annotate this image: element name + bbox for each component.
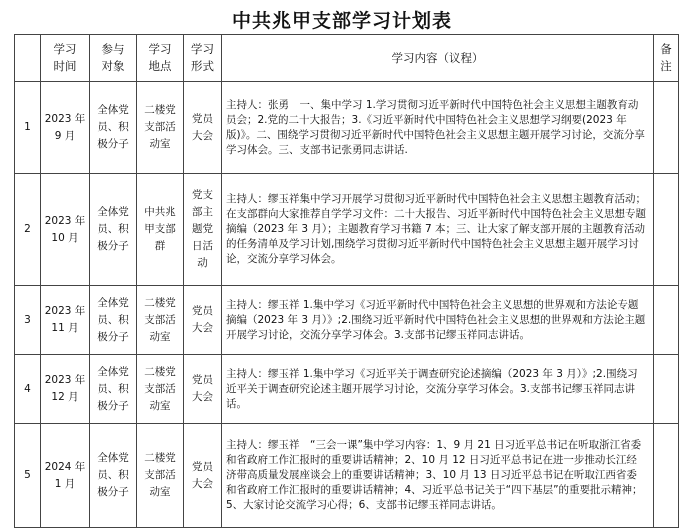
study-place: 二楼党 支部活 动室 [137,286,184,355]
study-time: 2024 年 1 月 [41,424,90,528]
study-time: 2023 年 12 月 [41,355,90,424]
participants: 全体党 员、积 极分子 [90,286,137,355]
participants: 全体党 员、积 极分子 [90,174,137,286]
row-number: 1 [15,82,41,174]
header-no [15,35,41,82]
study-form: 党员 大会 [184,355,222,424]
table-row [15,355,679,424]
table-row [15,174,679,286]
participants: 全体党 员、积 极分子 [90,424,137,528]
table-row [15,424,679,528]
header-content: 学习内容（议程） [222,35,654,82]
page-title: 中共兆甲支部学习计划表 [231,10,452,32]
study-place: 二楼党 支部活 动室 [137,424,184,528]
study-form: 党员 大会 [184,424,222,528]
study-place: 二楼党 支部活 动室 [137,355,184,424]
study-form: 党员 大会 [184,286,222,355]
note-cell [654,174,679,286]
note-cell [654,424,679,528]
row-number: 2 [15,174,41,286]
row-number: 5 [15,424,41,528]
participants: 全体党 员、积 极分子 [90,355,137,424]
row-number: 3 [15,286,41,355]
table-row [15,286,679,355]
study-content: 主持人：缪玉祥集中学习开展学习贯彻习近平新时代中国特色社会主义思想主题教育活动；在支部群向大家推荐自学学习文件：二十大报告、习近平新时代中国特色社会主义思想专题摘编（2023 年 3 月）；主题教育学习书籍 7 本；三、让大家了解支部开展的主题教育活动的任务清单及学习计划,围绕学习贯彻习近平新时代中国特色社会主义思想主题开展学习讨论，交流分享学习体会。 [222,174,654,286]
study-place: 二楼党 支部活 动室 [137,82,184,174]
row-number: 4 [15,355,41,424]
header-row [15,35,679,82]
study-plan-table [14,34,679,528]
header-time: 学习 时间 [41,35,90,82]
header-place: 学习 地点 [137,35,184,82]
note-cell [654,286,679,355]
header-form: 学习 形式 [184,35,222,82]
note-cell [654,355,679,424]
header-note: 备 注 [654,35,679,82]
study-time: 2023 年 10 月 [41,174,90,286]
study-form: 党支 部主 题党 日活 动 [184,174,222,286]
participants: 全体党 员、积 极分子 [90,82,137,174]
study-content: 主持人：缪玉祥 1.集中学习《习近平关于调查研究论述摘编（2023 年 3 月）》;2.围绕习近平关于调查研究论述主题开展学习讨论，交流分享学习体会。3.支部书记缪玉祥同志讲话。 [222,355,654,424]
study-content: 主持人：张勇 一、集中学习 1.学习贯彻习近平新时代中国特色社会主义思想主题教育动员会；2.党的二十大报告；3.《习近平新时代中国特色社会主义思想学习纲要(2023 年版)》。二、围绕学习贯彻习近平新时代中国特色社会主义思想主题开展学习讨论，交流分享学习体会。三、支部书记张勇同志讲话. [222,82,654,174]
study-content: 主持人：缪玉祥 1.集中学习《习近平新时代中国特色社会主义思想的世界观和方法论专题摘编（2023 年 3 月）》;2.围绕习近平新时代中国特色社会主义思想的世界观和方法论主题开展学习讨论，交流分享学习体会。3.支部书记缪玉祥同志讲话。 [222,286,654,355]
study-time: 2023 年 9 月 [41,82,90,174]
study-content: 主持人：缪玉祥 “三会一课”集中学习内容：1、9 月 21 日习近平总书记在听取浙江省委和省政府工作汇报时的重要讲话精神；2、10 月 12 日习近平总书记在进一步推动长江经济带高质量发展座谈会上的重要讲话精神；3、10 月 13 日习近平总书记在听取江西省委和省政府工作汇报时的重要讲话精神；4、习近平总书记关于“四下基层”的重要批示精神；5、大家讨论交流学习心得；6、支部书记缪玉祥同志讲话。 [222,424,654,528]
table-row [15,82,679,174]
header-target: 参与 对象 [90,35,137,82]
study-form: 党员 大会 [184,82,222,174]
study-time: 2023 年 11 月 [41,286,90,355]
note-cell [654,82,679,174]
study-place: 中共兆 甲支部 群 [137,174,184,286]
